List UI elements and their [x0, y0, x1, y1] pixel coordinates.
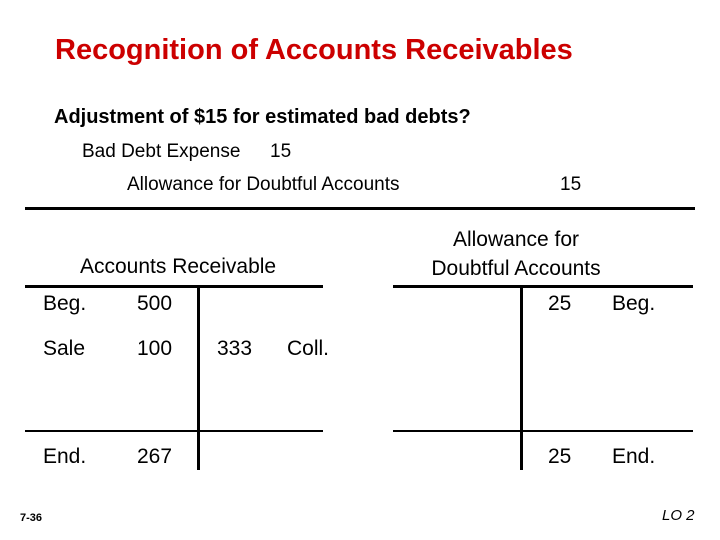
- ar-account-title: Accounts Receivable: [80, 255, 277, 278]
- journal-credit-amount: 15: [560, 174, 582, 195]
- journal-debit-amount: 15: [270, 141, 292, 162]
- separator-line: [25, 207, 695, 210]
- ar-balance-line: [25, 430, 323, 432]
- lo-tag: LO 2: [662, 507, 695, 524]
- ar-row-debit: 100: [137, 337, 173, 360]
- ar-row-label: Sale: [43, 337, 86, 360]
- allowance-title-line2: Doubtful Accounts: [431, 257, 601, 280]
- ar-row-credit: 333: [217, 337, 253, 360]
- slide-number: 7-36: [20, 512, 43, 524]
- allowance-balance-line: [393, 430, 693, 432]
- allowance-row-label: End.: [612, 445, 656, 468]
- ar-t-top-line: [25, 285, 323, 288]
- journal-debit-account: Bad Debt Expense: [82, 141, 241, 162]
- ar-row-label: End.: [43, 445, 87, 468]
- allowance-title-line1: Allowance for: [452, 228, 580, 251]
- allowance-row-credit: 25: [548, 445, 572, 468]
- allowance-row-label: Beg.: [612, 292, 656, 315]
- slide-title: Recognition of Accounts Receivables: [55, 34, 573, 66]
- question-text: Adjustment of $15 for estimated bad debts?: [54, 106, 471, 128]
- journal-credit-account: Allowance for Doubtful Accounts: [127, 174, 400, 195]
- ar-row-debit: 500: [137, 292, 173, 315]
- allowance-t-top-line: [393, 285, 693, 288]
- ar-t-vertical-line: [197, 285, 200, 470]
- ar-row-credit-label: Coll.: [287, 337, 330, 360]
- allowance-row-credit: 25: [548, 292, 572, 315]
- ar-row-debit: 267: [137, 445, 173, 468]
- allowance-t-vertical-line: [520, 285, 523, 470]
- ar-row-label: Beg.: [43, 292, 87, 315]
